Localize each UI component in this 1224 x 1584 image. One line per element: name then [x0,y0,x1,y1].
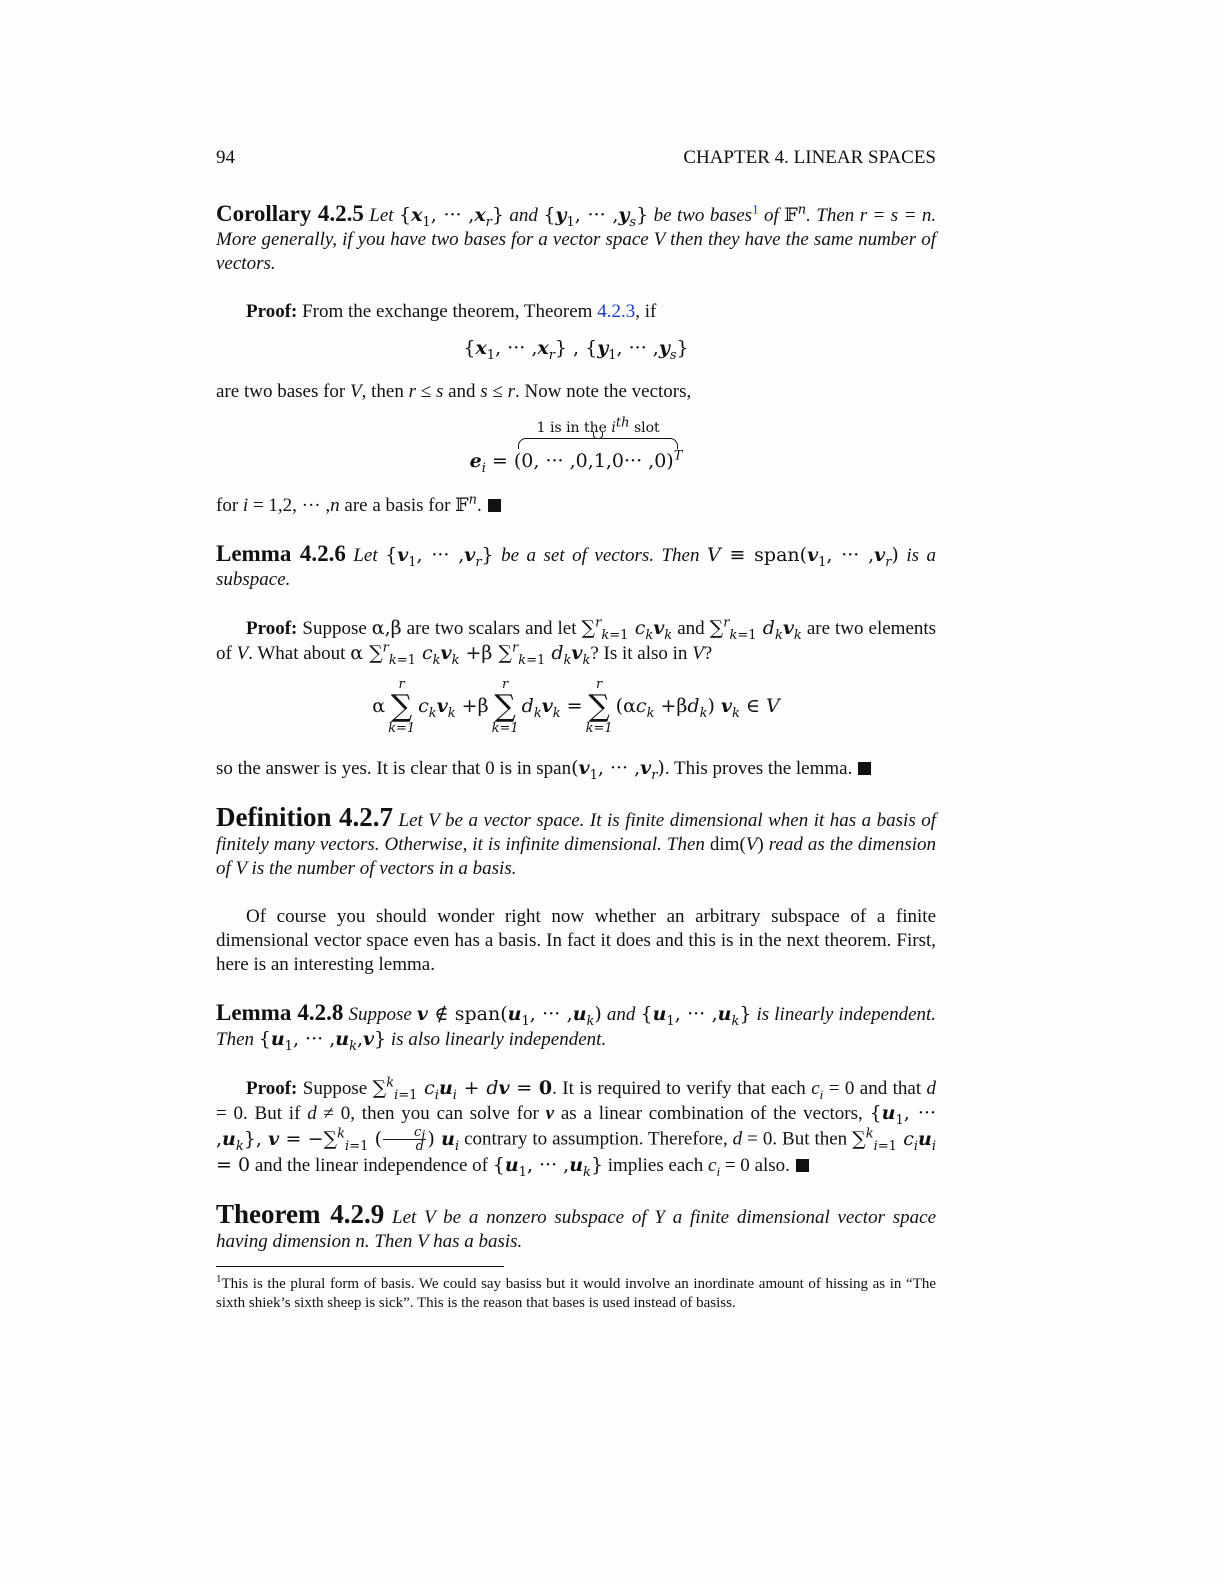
running-head [216,146,936,170]
corollary-4-2-5: Corollary 4.2.5 Let {$x_1$, ··· $,x_r$} and {$y_1$, ··· $,y_s$} be two bases$^1$ of 𝔽$^n$. Then r = s = n. More generally, if you have two bases for a vector space V then they have the same number of vectors. [216,201,937,274]
corollary-label: Corollary 4.2.5 [216,201,364,226]
body-paragraph: Of course you should wonder right now whether an arbitrary subspace of a finite dimensional vector space even has a basis. In fact it does and this is in the next theorem. First, here is an interesting lemma. [216,906,936,975]
qed-square [488,499,501,512]
footnote-divider [216,1266,504,1267]
qed-square [858,762,871,775]
theorem-link[interactable]: 4.2.3 [597,301,636,322]
footnote-ref[interactable]: 1 [752,201,759,217]
qed-square [796,1159,809,1172]
proof-lemma-4-2-8: Proof: Suppose ∑$^k_{i=1}$ $c_iu_i$ + dv = 0. It is required to verify that each $c_i = 0$ and that d = 0. But if d ≠ 0, then you can solve for v as a linear combination of the vectors, {$u_1$, ··· $,u_k$}, v = −∑$^k_{i=1}$ ( $\frac{c_i}{d}$ ) $u_i$ contrary to assumption. Therefore, d = 0. But then ∑$^k_{i=1}$ $c_iu_i = 0$ and the linear independence of {$u_1$, ··· $,u_k$} implies each $c_i = 0$ also. [216,1075,937,1180]
brace-annotation: 1 is in the $i^{th}$ slot [536,415,660,436]
definition-4-2-7: Definition 4.2.7 Let V be a vector space. It is finite dimensional when it has a basis of finitely many vectors. Otherwise, it is infinite dimensional. Then dim(V) read as the dimension of V is the number of vectors in a basis. [216,802,936,879]
proof-corollary: Proof: From the exchange theorem, Theorem 4.2.3, if [246,301,657,322]
proof-lemma-conclusion: so the answer is yes. It is clear that 0 is in $span(v_1$, ··· $,v_r$). This proves the lemma. [216,756,936,781]
theorem-4-2-9: Theorem 4.2.9 Let V be a nonzero subspace of Y a finite dimensional vector space having dimension n. Then V has a basis. [216,1199,937,1252]
equation-bases: {$x_1$, ··· $,x_r$} , {$y_1$, ··· $,y_s$} [463,337,689,363]
proof-lemma-4-2-6: Proof: Suppose α,β are two scalars and let ∑$^r_{k=1}$ $c_kv_k$ and ∑$^r_{k=1}$ $d_kv_k$ are two elements of V. What about α ∑$^r_{k=1}$ $c_kv_k +\beta$ ∑$^r_{k=1}$ $d_kv_k$? Is it also in V? [216,615,937,668]
equation-linear-combination: α r ∑ k=1 $c_kv_k +\beta$ r ∑ k=1 $d_kv_k$ = r ∑ k=1 $(\alpha c_k +\beta d_k)$ $v_k$ ∈ V [372,677,780,736]
proof-text-3: for i = 1,2, ··· ,n are a basis for 𝔽$^n$. [216,493,936,518]
footnote: $^1$This is the plural form of basis. We could say basiss but it would involve an inordinate amount of hissing as in “The sixth shiek’s sixth sheep is sick”. This is the reason that bases is used instead of basiss. [216,1273,936,1311]
lemma-4-2-8: Lemma 4.2.8 Suppose v ∉ $span(u_1$, ··· $,u_k$) and {$u_1$, ··· $,u_k$} is linearly independent. Then {$u_1$, ··· $,u_k,v$} is also linearly independent. [216,1000,937,1054]
overbrace: 1 is in the $i^{th}$ slot (0, ··· ,0,1,0··· ,0)$^T$ [513,415,683,472]
page-number: 94 [216,147,235,168]
equation-unit-vector: $e_i$ = 1 is in the $i^{th}$ slot (0, ··· ,0,1,0··· ,0)$^T$ [469,415,683,476]
page [216,146,936,1313]
lemma-4-2-6: Lemma 4.2.6 Let {$v_1$, ··· $,v_r$} be a set of vectors. Then $V \equiv span(v_1$, ··· $,v_r$) is a subspace. [216,541,936,590]
proof-text-2: are two bases for V, then r ≤ s and s ≤ r. Now note the vectors, [216,381,692,402]
chapter-title: CHAPTER 4. LINEAR SPACES [683,147,936,168]
